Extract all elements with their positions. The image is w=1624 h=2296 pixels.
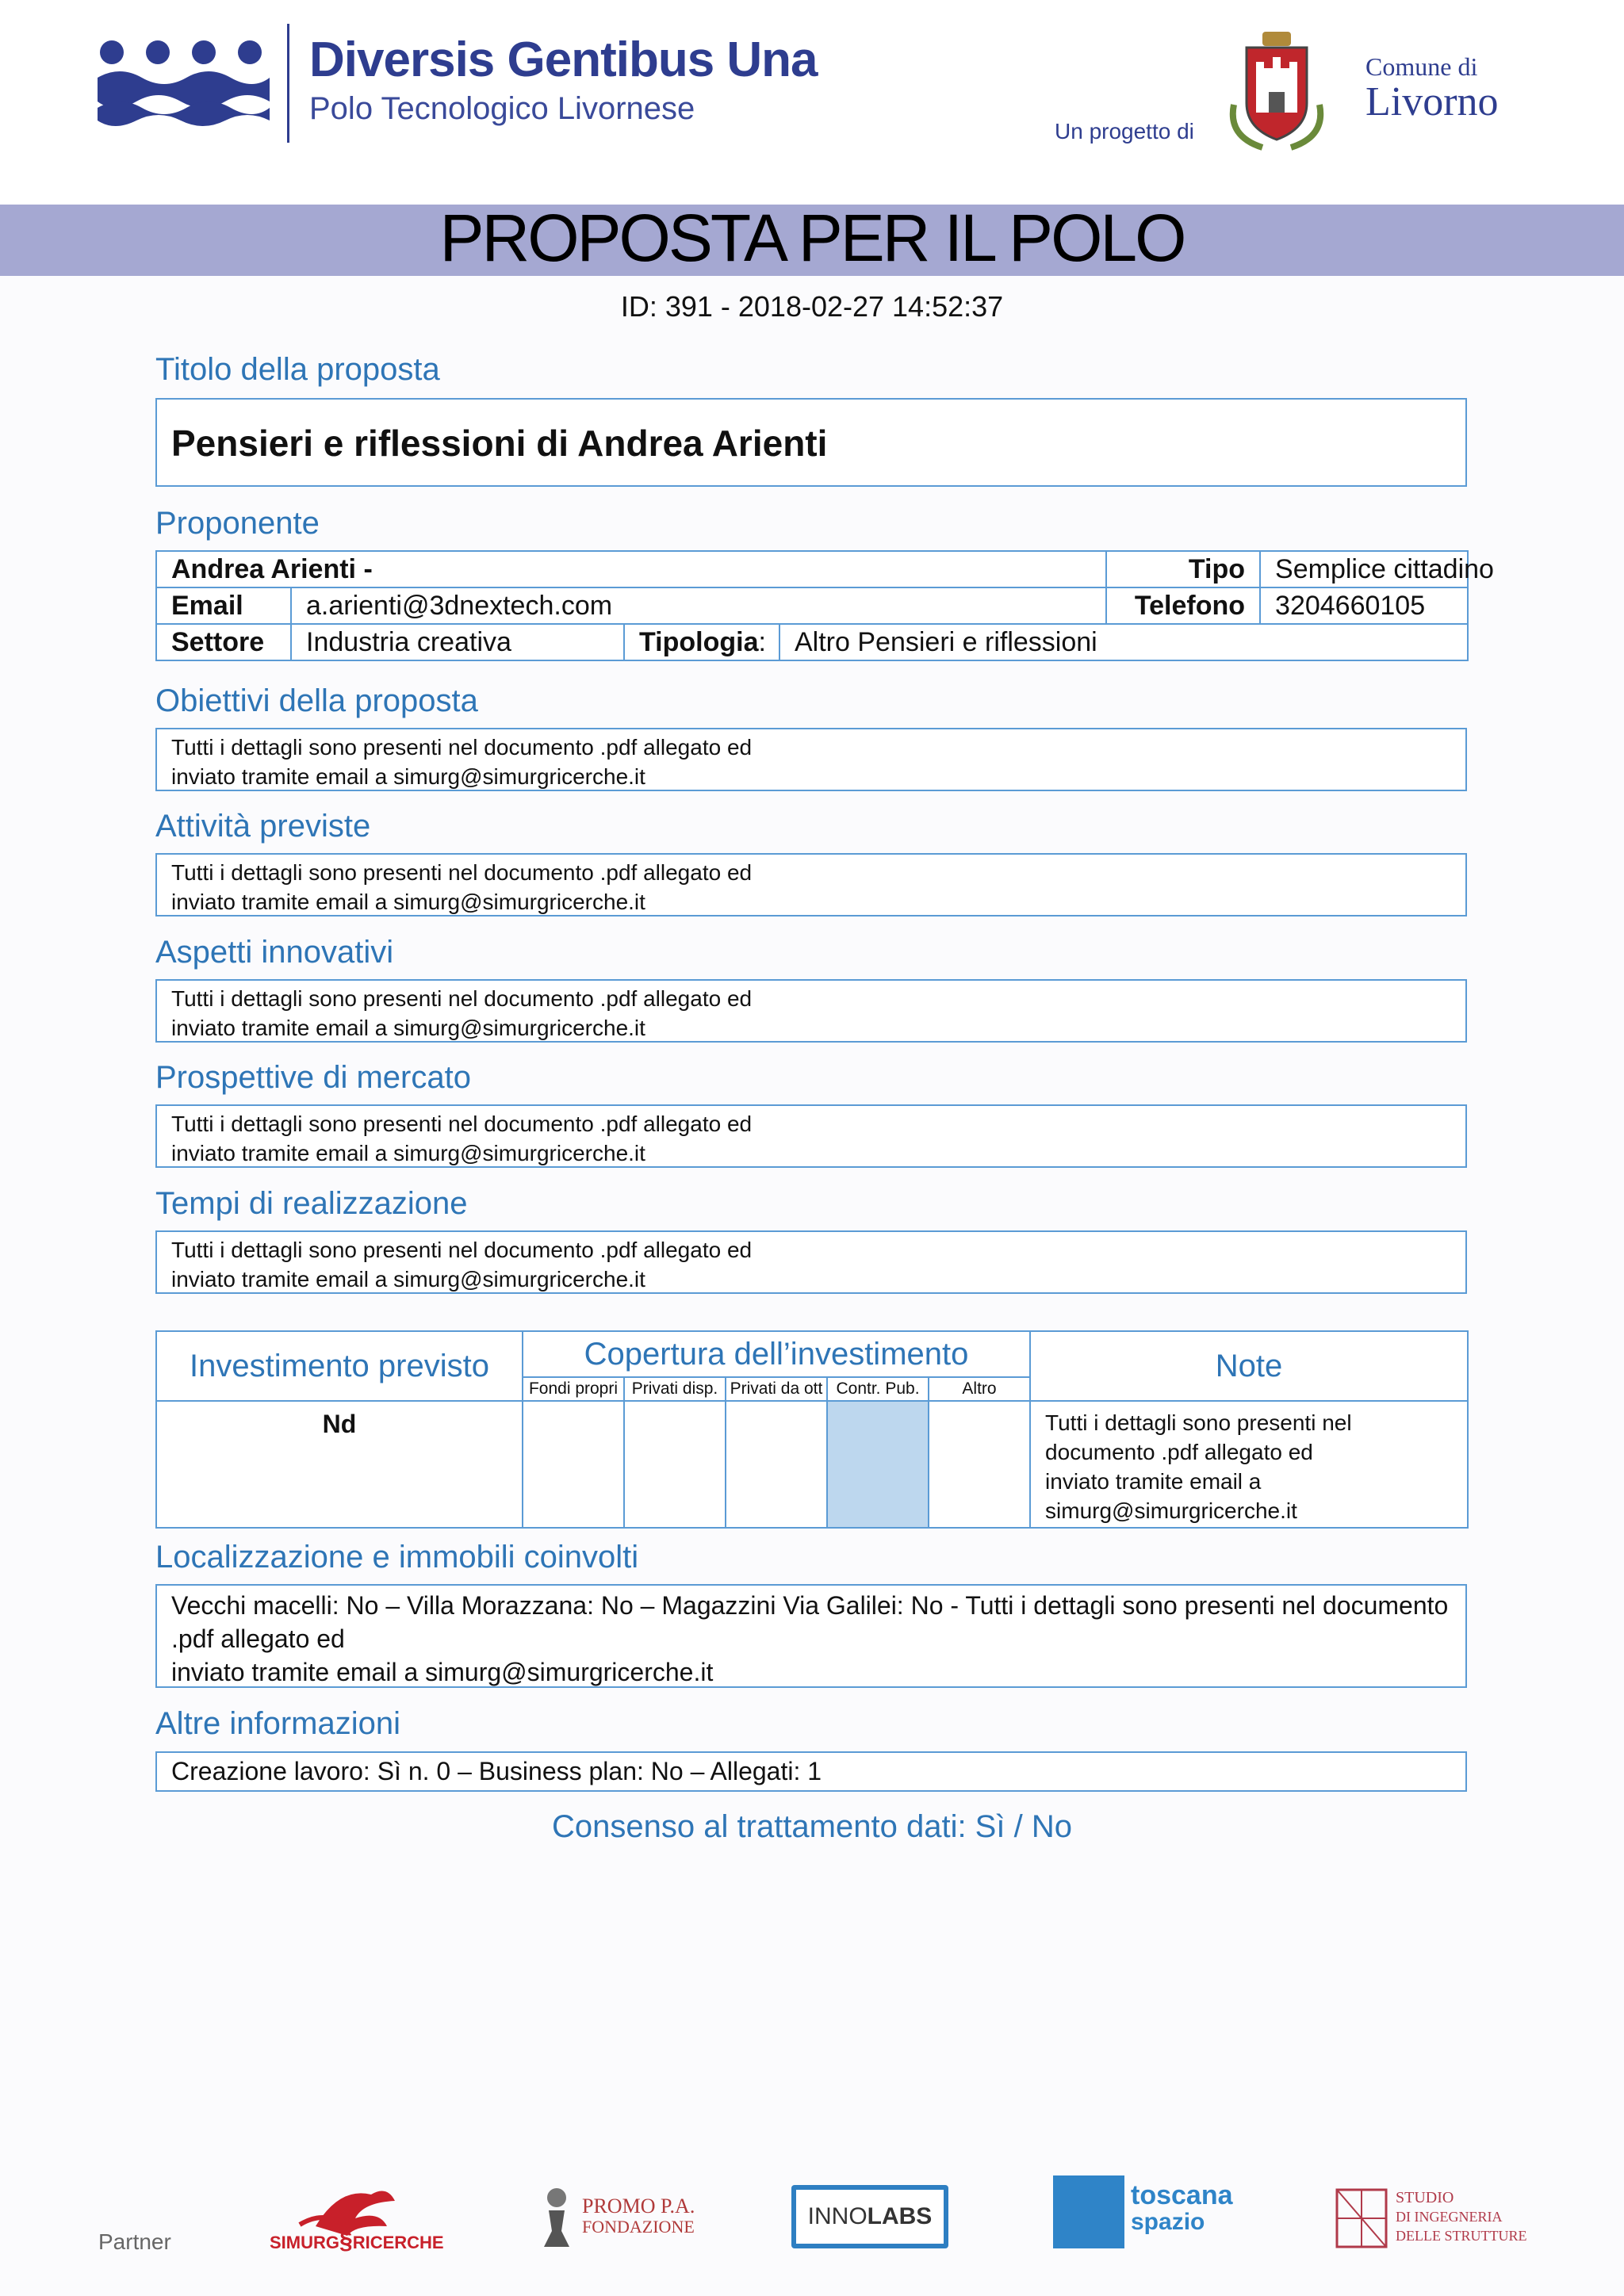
investimento-value: Nd bbox=[156, 1401, 523, 1528]
obiettivi-text bbox=[157, 729, 1465, 794]
section-heading-localizzazione: Localizzazione e immobili coinvolti bbox=[155, 1540, 639, 1575]
prospettive-line-1: Tutti i dettagli sono presenti nel documento .pdf allegato ed bbox=[171, 1112, 753, 1136]
prospettive-box bbox=[155, 1104, 1467, 1168]
toscana-spazio-logo bbox=[1053, 2175, 1235, 2255]
livorno-coat-of-arms-icon bbox=[1223, 25, 1331, 152]
toscana-line-2: spazio bbox=[1131, 2209, 1205, 2235]
comune-city: Livorno bbox=[1365, 79, 1499, 124]
diversis-gentibus-una-logo-icon bbox=[94, 38, 273, 127]
copertura-sub-privati-disp: Privati disp. bbox=[624, 1377, 726, 1401]
attivita-text bbox=[157, 855, 1465, 920]
copertura-sub-fondi-propri: Fondi propri bbox=[523, 1377, 624, 1401]
copertura-cell-altro bbox=[929, 1401, 1030, 1528]
comune-wordmark bbox=[1365, 52, 1499, 125]
prospettive-text bbox=[157, 1106, 1465, 1171]
toscana-line-1: toscana bbox=[1131, 2180, 1233, 2210]
investimento-table bbox=[155, 1330, 1469, 1529]
studio-ingegneria-logo bbox=[1334, 2187, 1532, 2253]
note-value bbox=[1030, 1401, 1468, 1528]
copertura-cell-fondi-propri bbox=[523, 1401, 624, 1528]
copertura-cell-privati-disp bbox=[624, 1401, 726, 1528]
proponente-row-settore bbox=[156, 624, 1468, 660]
copertura-sub-altro: Altro bbox=[929, 1377, 1030, 1401]
note-line-2: documento .pdf allegato ed bbox=[1045, 1440, 1313, 1464]
tipo-label: Tipo bbox=[1106, 551, 1260, 587]
promo-line-1: PROMO P.A. bbox=[582, 2195, 695, 2218]
partner-label: Partner bbox=[98, 2229, 171, 2254]
tempi-box bbox=[155, 1230, 1467, 1294]
attivita-line-2: inviato tramite email a simurg@simurgricerche.it bbox=[171, 890, 645, 914]
promo-line-2: FONDAZIONE bbox=[582, 2217, 695, 2237]
aspetti-text bbox=[157, 981, 1465, 1046]
obiettivi-line-1: Tutti i dettagli sono presenti nel documento .pdf allegato ed bbox=[171, 735, 753, 760]
obiettivi-line-2: inviato tramite email a simurg@simurgricerche.it bbox=[171, 764, 645, 789]
tipo-value: Semplice cittadino bbox=[1260, 551, 1468, 587]
titolo-box bbox=[155, 398, 1467, 487]
promo-pa-logo bbox=[533, 2183, 695, 2255]
simurg-right: RICERCHE bbox=[352, 2233, 444, 2252]
localizzazione-text bbox=[157, 1586, 1465, 1692]
studio-building-icon bbox=[1334, 2187, 1389, 2250]
section-heading-titolo: Titolo della proposta bbox=[155, 352, 440, 387]
proponente-name: Andrea Arienti - bbox=[156, 551, 1106, 587]
email-value: a.arienti@3dnextech.com bbox=[291, 587, 1106, 624]
section-heading-tempi: Tempi di realizzazione bbox=[155, 1186, 468, 1221]
logo-separator bbox=[287, 24, 289, 143]
tempi-text bbox=[157, 1232, 1465, 1297]
dgu-title: Diversis Gentibus Una bbox=[309, 33, 818, 87]
localizzazione-line-3: inviato tramite email a simurg@simurgricerche.it bbox=[171, 1658, 714, 1686]
note-line-4: simurg@simurgricerche.it bbox=[1045, 1498, 1297, 1523]
settore-value: Industria creativa bbox=[291, 624, 624, 660]
tempi-line-2: inviato tramite email a simurg@simurgricerche.it bbox=[171, 1267, 645, 1292]
note-line-3: inviato tramite email a bbox=[1045, 1469, 1262, 1494]
toscana-spazio-mark-icon bbox=[1053, 2175, 1124, 2248]
email-label: Email bbox=[156, 587, 291, 624]
copertura-cell-contr-pub bbox=[827, 1401, 929, 1528]
section-heading-attivita: Attività previste bbox=[155, 809, 371, 844]
progetto-label: Un progetto di bbox=[1055, 119, 1194, 144]
localizzazione-box bbox=[155, 1584, 1467, 1688]
section-heading-proponente: Proponente bbox=[155, 506, 320, 541]
chess-pawn-icon bbox=[533, 2183, 580, 2255]
section-heading-altre: Altre informazioni bbox=[155, 1706, 401, 1741]
obiettivi-box bbox=[155, 728, 1467, 791]
localizzazione-line-2: .pdf allegato ed bbox=[171, 1624, 345, 1653]
investimento-label: Investimento previsto bbox=[156, 1331, 523, 1401]
altre-value: Creazione lavoro: Sì n. 0 – Business plan: No – Allegati: 1 bbox=[171, 1757, 822, 1785]
dgu-subtitle: Polo Tecnologico Livornese bbox=[309, 91, 695, 126]
dgu-wordmark bbox=[309, 32, 818, 127]
proponente-row-email bbox=[156, 587, 1468, 624]
copertura-sub-privati-da-ott: Privati da ott bbox=[726, 1377, 827, 1401]
aspetti-box bbox=[155, 979, 1467, 1043]
localizzazione-line-1: Vecchi macelli: No – Villa Morazzana: No – Magazzini Via Galilei: No - Tutti i dettagli sono presenti nel documento bbox=[171, 1591, 1449, 1620]
simurg-left: SIMURG bbox=[270, 2233, 339, 2252]
page-title: PROPOSTA PER IL POLO bbox=[439, 201, 1185, 275]
studio-line-3: DELLE STRUTTURE bbox=[1396, 2228, 1527, 2244]
studio-line-2: DI INGEGNERIA bbox=[1396, 2209, 1503, 2225]
telefono-value: 3204660105 bbox=[1260, 587, 1468, 624]
innolabs-part-b: LABS bbox=[867, 2203, 933, 2229]
prospettive-line-2: inviato tramite email a simurg@simurgricerche.it bbox=[171, 1141, 645, 1165]
tipologia-label-cell bbox=[624, 624, 779, 660]
titolo-value: Pensieri e riflessioni di Andrea Arienti bbox=[171, 423, 828, 464]
studio-line-1: STUDIO bbox=[1396, 2189, 1454, 2206]
proponente-row-name bbox=[156, 551, 1468, 587]
aspetti-line-2: inviato tramite email a simurg@simurgricerche.it bbox=[171, 1016, 645, 1040]
altre-box bbox=[155, 1751, 1467, 1792]
section-heading-prospettive: Prospettive di mercato bbox=[155, 1060, 471, 1095]
consenso-text: Consenso al trattamento dati: Sì / No bbox=[552, 1809, 1072, 1844]
attivita-box bbox=[155, 853, 1467, 916]
telefono-label: Telefono bbox=[1106, 587, 1260, 624]
copertura-label: Copertura dell’investimento bbox=[523, 1331, 1030, 1377]
investimento-value-row bbox=[156, 1401, 1468, 1528]
section-heading-obiettivi: Obiettivi della proposta bbox=[155, 683, 478, 718]
tipologia-label: Tipologia bbox=[639, 626, 759, 657]
simurg-ricerche-logo: SIMURG§RICERCHE bbox=[268, 2179, 427, 2258]
proponente-table bbox=[155, 550, 1494, 661]
note-line-1: Tutti i dettagli sono presenti nel bbox=[1045, 1410, 1352, 1435]
investimento-header-row bbox=[156, 1331, 1468, 1377]
section-heading-aspetti: Aspetti innovativi bbox=[155, 935, 394, 970]
copertura-cell-privati-da-ott bbox=[726, 1401, 827, 1528]
innolabs-logo bbox=[791, 2185, 948, 2248]
settore-label: Settore bbox=[156, 624, 291, 660]
tipologia-value: Altro Pensieri e riflessioni bbox=[779, 624, 1468, 660]
innolabs-part-a: INNO bbox=[807, 2203, 868, 2229]
record-id: ID: 391 - 2018-02-27 14:52:37 bbox=[620, 290, 1004, 323]
tempi-line-1: Tutti i dettagli sono presenti nel documento .pdf allegato ed bbox=[171, 1238, 753, 1262]
tipologia-colon: : bbox=[758, 626, 766, 657]
aspetti-line-1: Tutti i dettagli sono presenti nel documento .pdf allegato ed bbox=[171, 986, 753, 1011]
attivita-line-1: Tutti i dettagli sono presenti nel documento .pdf allegato ed bbox=[171, 860, 753, 885]
note-label: Note bbox=[1030, 1331, 1468, 1401]
comune-di: Comune di bbox=[1365, 52, 1478, 81]
copertura-sub-contr-pub: Contr. Pub. bbox=[827, 1377, 929, 1401]
